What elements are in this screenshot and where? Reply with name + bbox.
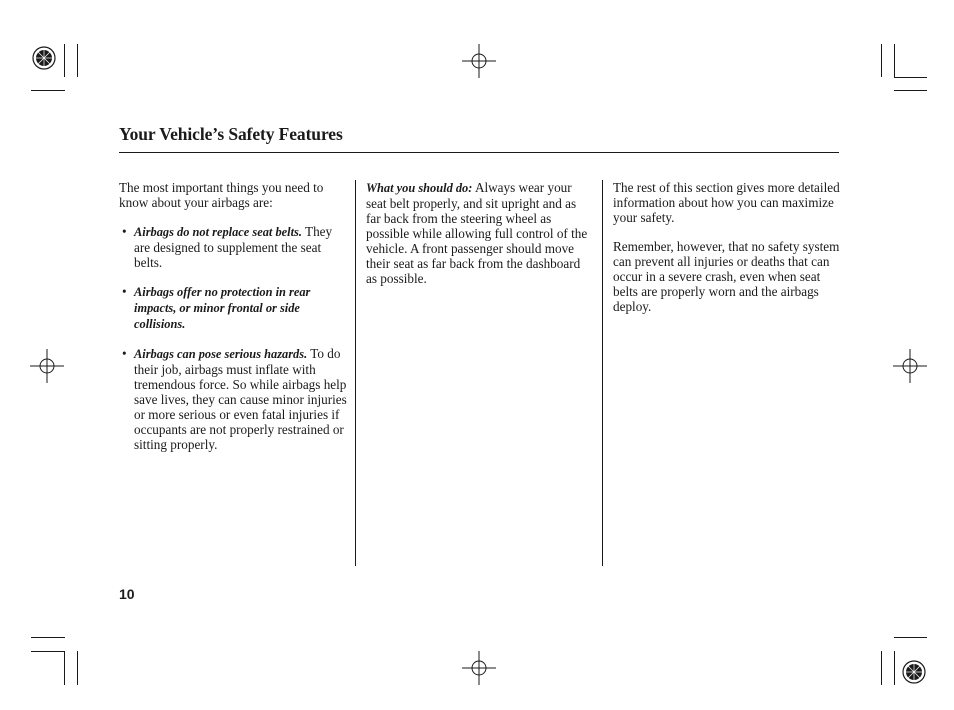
crop-mark (77, 44, 78, 77)
warning-paragraph: Remember, however, that no safety system can prevent all injuries or deaths that can occur in a severe crash, even when seat belts are properly worn and the airbags deploy. (613, 239, 840, 314)
column-right (613, 180, 845, 328)
list-item (119, 346, 347, 452)
advice-text: Always wear your seat belt properly, and sit upright and as far back from the steering wheel as possible while allowing full control of the vehicle. A front passenger should move their seat as far back from the dashboard as possible. (366, 180, 588, 286)
column-divider (355, 180, 356, 566)
page-number: 10 (119, 586, 135, 602)
crop-mark (881, 44, 882, 77)
title-rule (119, 152, 839, 153)
crop-mark (31, 651, 65, 652)
bullet-icon: • (122, 284, 127, 299)
bullet-lead: Airbags do not replace seat belts. (134, 225, 302, 239)
intro-paragraph: The most important things you need to know about your airbags are: (119, 180, 324, 210)
crop-mark (31, 637, 65, 638)
crop-mark (64, 651, 65, 685)
bullet-text: To do their job, airbags must inflate with tremendous force. So while airbags help save lives, they can cause minor injuries or more serious or even fatal injuries if occupants are not properly restrained or sitting properly. (134, 346, 347, 452)
crop-mark (894, 651, 895, 685)
list-item (119, 284, 347, 332)
bullet-text: They are designed to supplement the seat belts. (134, 224, 333, 270)
crosshair-registration-icon (462, 44, 496, 78)
registration-starburst-icon (901, 659, 927, 685)
column-middle (366, 180, 592, 300)
advice-lead: What you should do: (366, 181, 473, 195)
crop-mark (64, 44, 65, 77)
crop-mark (77, 651, 78, 685)
column-left (119, 180, 347, 466)
registration-starburst-icon (31, 45, 57, 71)
crop-mark (894, 90, 927, 91)
column-divider (602, 180, 603, 566)
bullet-lead: Airbags can pose serious hazards. (134, 347, 308, 361)
crop-mark (894, 77, 927, 78)
list-item (119, 224, 347, 270)
advice-paragraph (366, 180, 592, 286)
info-paragraph: The rest of this section gives more detailed information about how you can maximize your safety. (613, 180, 840, 225)
bullet-icon: • (122, 224, 127, 239)
crosshair-registration-icon (30, 349, 64, 383)
crop-mark (894, 44, 895, 77)
bullet-icon: • (122, 346, 127, 361)
crosshair-registration-icon (893, 349, 927, 383)
crop-mark (881, 651, 882, 685)
bullet-lead: Airbags offer no protection in rear impacts, or minor frontal or side collisions. (134, 285, 311, 331)
crosshair-registration-icon (462, 651, 496, 685)
crop-mark (894, 637, 927, 638)
section-title: Your Vehicle’s Safety Features (119, 124, 343, 144)
crop-mark (31, 90, 65, 91)
